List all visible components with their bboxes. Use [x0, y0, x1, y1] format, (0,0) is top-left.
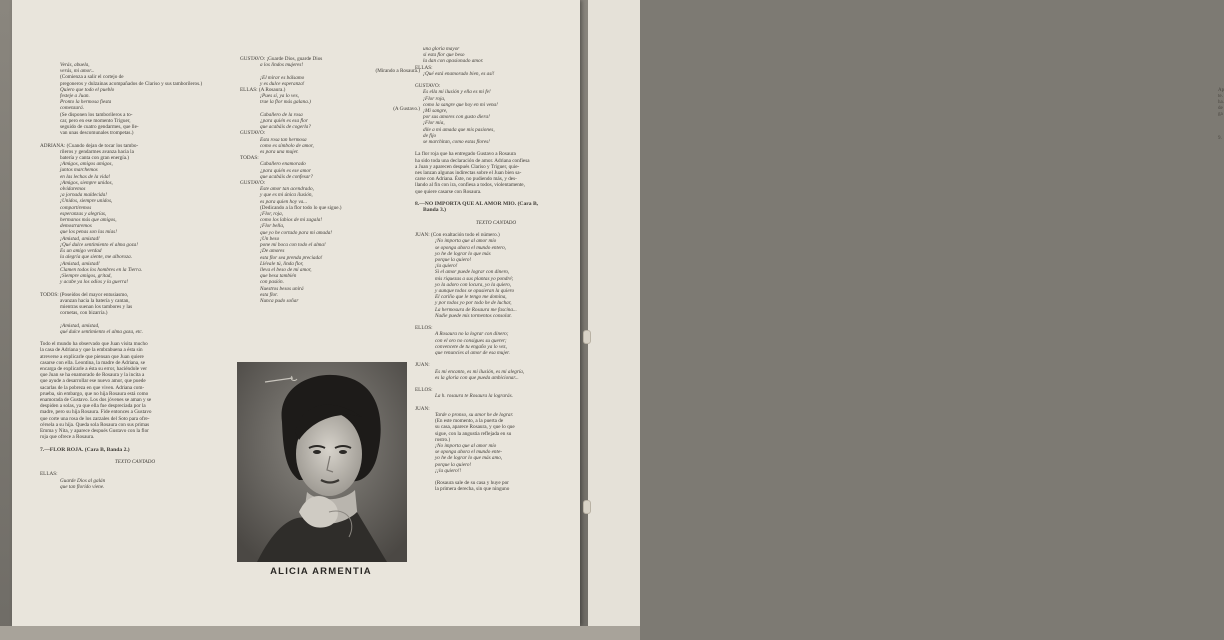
text-line: lleva el beso de mi amor, — [260, 266, 312, 273]
text-line: que besa también — [260, 273, 297, 280]
text-line: (Dedicando a la flor todo lo que sigue.) — [260, 204, 342, 211]
text-line: enamorada de Gustavo. Los dos jóvenes se aman y se — [40, 396, 152, 403]
text-line: rileros y gendarmes avanza hacia la — [60, 148, 134, 155]
text-line: que tan florido viene. — [60, 483, 105, 490]
text-line: ¡Flor bella, — [260, 223, 285, 230]
text-line: compartiremos — [60, 204, 92, 211]
text-line: atreverse a explicarle que piensan que Juan quiere — [40, 353, 144, 360]
text-line: que Juan se ha enamorado de Rosaura y la incita a — [40, 372, 145, 379]
text-line: casarse con ella. Leontina, la madre de Adriana, se — [40, 359, 145, 366]
text-line: que yo he cortado para mi amada! — [260, 229, 333, 236]
text-line: despiden a solas, ya que ella fue despreciada por la — [40, 403, 146, 410]
text-line: festeje a Juan. — [60, 93, 90, 100]
text-line: trae la flor más galana.) — [260, 99, 311, 106]
text-column-right — [415, 46, 577, 493]
text-line: GUSTAVO: — [415, 83, 441, 90]
text-line: ¡Amistad, amistad! — [60, 235, 100, 242]
text-line: ¡Siempre amigos, gritad, — [60, 272, 112, 279]
text-line: de — [1218, 106, 1223, 111]
text-line: ELLAS: (A Rosaura.) — [240, 87, 286, 94]
text-line: ¡El mirar es bálsamo — [260, 74, 305, 81]
adjacent-page-text — [1218, 88, 1224, 142]
text-line: yo la adoro con locura, yo la quiero, — [435, 281, 512, 288]
portrait-photo — [237, 362, 407, 562]
text-line: ga — [1218, 112, 1223, 117]
text-line: se oponga ahora el mundo ente- — [435, 449, 502, 456]
text-line: roja que ofrece a Rosaura. — [40, 434, 95, 441]
text-column-left — [40, 62, 230, 490]
text-line: ¡Mi sangre, — [423, 108, 448, 115]
text-line: ¡Flor mía, — [423, 120, 445, 127]
text-line: verás, mi amor... — [60, 68, 95, 75]
text-line: Clamen todos los hombres en la Tierra. — [60, 266, 143, 273]
text-line: una gloria mayor — [423, 46, 460, 52]
text-line: ELLAS: — [40, 471, 58, 478]
text-line: (Rosaura sale de su casa y huye por — [435, 480, 509, 487]
text-line: Banda 3.) — [423, 207, 447, 214]
text-line: es la gloria con que pueda ambicionar... — [435, 374, 519, 381]
text-line: la primera derecha, sin que ninguno — [435, 486, 510, 493]
text-line: sigue, con la angustia reflejada en su — [435, 430, 512, 437]
text-line: en las lechas de la vida! — [60, 173, 111, 180]
text-line: GUSTAVO: — [240, 180, 266, 187]
text-line: Es un amigo verdad — [60, 248, 102, 255]
text-line: con pasión. — [260, 279, 284, 286]
text-line: a Juan y aparecen después Clariso y Triguer, quie- — [415, 163, 520, 170]
text-line: la dan con apasionado amor. — [423, 58, 484, 65]
text-line: (Comienza a salir el cortejo de — [60, 74, 124, 81]
text-line: como la sangre que hoy en mi vena! — [423, 101, 498, 108]
text-line: 7.—FLOR ROJA. (Cara B, Banda 2.) — [40, 446, 130, 453]
text-line: yo he de lograr lo que más — [435, 250, 491, 257]
text-line: Nadie puede mis tormentos consolar. — [435, 312, 512, 319]
text-line: prueba, sin embargo, que no hija Rosaura está como — [40, 390, 149, 397]
text-line: ADRIANA: (Cuando dejan de tocar los tambo- — [40, 142, 139, 149]
text-line: 8.—NO IMPORTA QUE AL AMOR MIO. (Cara B, — [415, 201, 539, 208]
text-line: Llévale tú, linda flor, — [260, 260, 304, 267]
text-line: ¡Amistad, amistad! — [60, 260, 100, 267]
binding-staple — [583, 330, 591, 344]
text-line: esta flor. — [260, 291, 278, 298]
text-line: como los labios de mi zagala! — [260, 217, 323, 224]
text-line: Si el amor puede lograr con dinero, — [435, 269, 510, 276]
text-line: ELLOS: — [415, 325, 433, 332]
text-line: car, pero en ese momento Triguer, — [60, 117, 131, 124]
text-line: ELLAS: — [415, 64, 433, 71]
text-line: van unas descomunales trompetas.) — [60, 130, 134, 137]
text-line: Es mi encanto, es mi ilusión, es mi alegría, — [435, 368, 525, 375]
text-line: pone mi boca con todo el alma! — [260, 242, 326, 249]
text-line: es para quien hoy va... — [260, 198, 308, 205]
text-line: avanzan hacia la batería y cantan, — [60, 297, 130, 304]
text-line: Emma y Nita, y aparece después Gustavo con la flor — [40, 427, 149, 434]
text-line: Tarde o pronso, su amor he de lograr. — [435, 411, 514, 418]
photo-caption: ALICIA ARMENTIA — [270, 566, 372, 577]
text-line: comenzará. — [60, 105, 85, 112]
text-line: y aunque todos se opusieran la quiero — [435, 287, 515, 294]
text-line: ¡Amigos, amigos amigos, — [60, 161, 113, 168]
text-line: TODAS: — [240, 155, 259, 162]
text-line: Esta rosa tan hermosa — [260, 136, 307, 143]
text-line: (En este momento, a la puerta de — [435, 418, 504, 425]
text-line: que ayude a desarrollar ese nuevo amor, que puede — [40, 378, 146, 385]
text-line: TEXTO CANTADO — [114, 459, 156, 465]
table-surface — [0, 626, 640, 640]
text-line: llando al fin con ira, confiesa a todos, violentamente, — [415, 182, 525, 189]
text-line: nes lanzan algunas indirectas sobre el Juan bien sa- — [415, 170, 522, 177]
text-line: que corte una rosa de los zarzales del Soto para ofre- — [40, 415, 150, 422]
text-line: madre, pero su hija Rosaura. Fide entonces a Gustavo — [40, 409, 152, 416]
text-line: si esta flor que beso — [423, 52, 465, 59]
text-line: ELLOS: — [415, 387, 433, 394]
text-line: ¡De amores — [260, 248, 285, 255]
text-line: 9. — [1218, 136, 1222, 141]
text-line: esperanzas y alegrías, — [60, 210, 107, 217]
text-line: que acabáis de cogerla? — [260, 124, 311, 131]
text-line: convencete de tu engaño ya lo vez, — [435, 343, 507, 350]
text-line: porque la quiero! — [435, 256, 472, 263]
text-line: es para una mujer. — [260, 149, 299, 156]
text-line: TODOS: (Poseídos del mayor entusiasmo, — [40, 291, 129, 298]
text-line: mientras suenan los tambores y las — [60, 303, 133, 310]
text-line: Verás, abuela, — [60, 62, 90, 68]
text-line: Caballero de la rosa — [260, 111, 303, 118]
text-line: su casa, aparece Rosaura, y que lo que — [435, 424, 515, 431]
text-line: ¡a jornada maldecida! — [60, 192, 107, 199]
text-line: Caballero enamorado — [260, 161, 306, 168]
text-line: TEXTO CANTADO — [475, 219, 517, 226]
text-line: GUSTAVO: — [240, 130, 266, 137]
text-line: seguido de cuatro gendarmes, que lle- — [60, 124, 139, 131]
text-line: juntos marchemos — [60, 167, 98, 174]
text-line: como es símbolo de amor, — [260, 142, 314, 149]
text-line: dile a mi amada que mis pasiones, — [423, 126, 495, 133]
text-line: ha. — [1218, 100, 1224, 105]
text-line: ¡Flor, roja, — [260, 211, 284, 218]
text-line: por sus amores con gusto diera! — [423, 114, 490, 121]
text-line: pregoneros y dulzainas acompañados de Clariso y sus tamborileros.) — [60, 80, 203, 87]
text-line: ¡Qué dulce sentimiento el alma goza! — [60, 241, 138, 248]
text-line: y acabe ya los odios y la guerra! — [60, 279, 129, 286]
text-line: Ap — [1218, 88, 1224, 93]
text-line: la casa de Adriana y que la embrabuena a ésta sin — [40, 347, 143, 354]
text-line: Todo el mundo ha observado que Juan visita mucho — [40, 341, 148, 348]
text-line: ¡¡la quiero!! — [435, 467, 462, 474]
text-line: cornetas, con bizarría.) — [60, 310, 108, 317]
text-line: ¡la quiero! — [435, 263, 458, 270]
text-line: con el oro no consigues su querer; — [435, 337, 507, 344]
text-line: Nuestros besos unirá — [260, 285, 304, 292]
text-line: ¿para quién es ese amor — [260, 167, 312, 174]
text-line: yo he de lograr lo que más amo, — [435, 455, 503, 462]
text-line: ¡Un beso — [260, 235, 280, 242]
text-line: (A Gustavo.) — [393, 105, 420, 112]
text-line: demostraremos — [60, 223, 92, 230]
portrait-image — [237, 362, 407, 562]
text-line: Guarde Dios al galán — [60, 477, 106, 484]
text-line: y por todos yo por todo he de luchar, — [435, 300, 512, 307]
text-line: esta flor sea prenda preciada! — [260, 254, 323, 261]
text-line: ¡Unidos, siempre unidos, — [60, 198, 113, 205]
binding-staple — [583, 500, 591, 514]
text-line: Pronto la hermosa fiesta — [60, 99, 112, 106]
text-line: ¡Amistad, amistad, — [60, 322, 100, 329]
text-line: ¡Amigos, siempre unidos, — [60, 179, 113, 186]
text-line: ¡No importa que al amor mío — [435, 443, 497, 449]
text-line: JUAN: — [415, 362, 430, 369]
text-line: JUAN: — [415, 405, 430, 412]
text-line: El cariño que le tengo me domina, — [435, 294, 507, 301]
text-line: se marchitan, como estas flores! — [423, 139, 490, 146]
text-line: ¿para quién es esa flor — [260, 118, 308, 125]
text-line: que los penas son las mías! — [60, 229, 117, 236]
text-line: GUSTAVO: ¡Guarde Dios, guarde Dios — [240, 56, 323, 62]
text-line: (Mirando a Rosaura.) — [375, 68, 420, 75]
text-line: a los lindos mujeres! — [260, 62, 304, 69]
adjacent-page — [588, 0, 1224, 630]
text-line: ha sido toda una declaración de amor. Adriana confiesa — [415, 157, 530, 164]
text-line: que renuncies al amor de esa mujer. — [435, 349, 510, 356]
text-line: mis riquezas a sus plantas yo pondré; — [435, 275, 514, 282]
text-line: cérsela a su hija. Queda sola Rosaura con sus primas — [40, 421, 150, 428]
text-line: carse con Adriana. Éste, no pudiendo más, y des- — [415, 176, 517, 183]
text-line: y que es mi única ilusión, — [260, 192, 313, 199]
text-line: Nunca pudo soñar — [260, 297, 299, 304]
text-line: Quiero que todo el pueblo — [60, 86, 115, 93]
text-line: olvidaremos — [60, 186, 86, 193]
text-line: te. — [1218, 94, 1223, 99]
text-line: sacarlas de la pobreza en que viven. Adriana com- — [40, 384, 145, 391]
text-line: la alegría que siente, me alboroza. — [60, 254, 132, 261]
text-line: (Se disponen los tamborileros a to- — [60, 111, 133, 118]
text-line: de fijo — [423, 132, 437, 139]
text-line: porque la quiero! — [435, 461, 472, 468]
text-line: La flor roja que ha entregado Gustavo a Rosaura — [415, 151, 516, 158]
text-line: batería y canta con gran energía.) — [60, 155, 130, 162]
text-line: hermanos más que amigos, — [60, 217, 117, 224]
text-line: A Rosaura no la lograr con dinero; — [435, 331, 509, 338]
text-line: La hermosura de Rosaura me fascina... — [435, 306, 517, 313]
text-line: Este amor tan acendrado, — [260, 186, 314, 193]
text-line: encarga de explicarle a ésta su error, haciéndole ver — [40, 365, 147, 372]
text-line: Es ella mi ilusión y ella es mi fe! — [423, 89, 491, 96]
text-line: se oponga ahora el mundo entero, — [435, 244, 506, 251]
text-column-middle — [240, 56, 420, 304]
text-line: que acabáis de confesar? — [260, 173, 313, 180]
text-line: JUAN: (Con exaltación todo el número.) — [415, 232, 500, 239]
text-line: La h. rosaura te Rosaura la lograrás. — [435, 393, 513, 400]
text-line: y es dulce esperanza! — [260, 80, 305, 87]
text-line: ¡Pues sí, ya lo ves, — [260, 93, 299, 100]
text-line: qué dulce sentimiento el alma goza, etc. — [60, 328, 143, 335]
text-line: rostro.) — [435, 436, 451, 443]
text-line: ¡Flor roja, — [423, 95, 446, 102]
text-line: ¡Qué está enamorado bien, es así! — [423, 70, 495, 77]
text-line: que quiere casarse con Rosaura. — [415, 188, 482, 195]
text-line: ¡No importa que al amor mío — [435, 238, 497, 245]
